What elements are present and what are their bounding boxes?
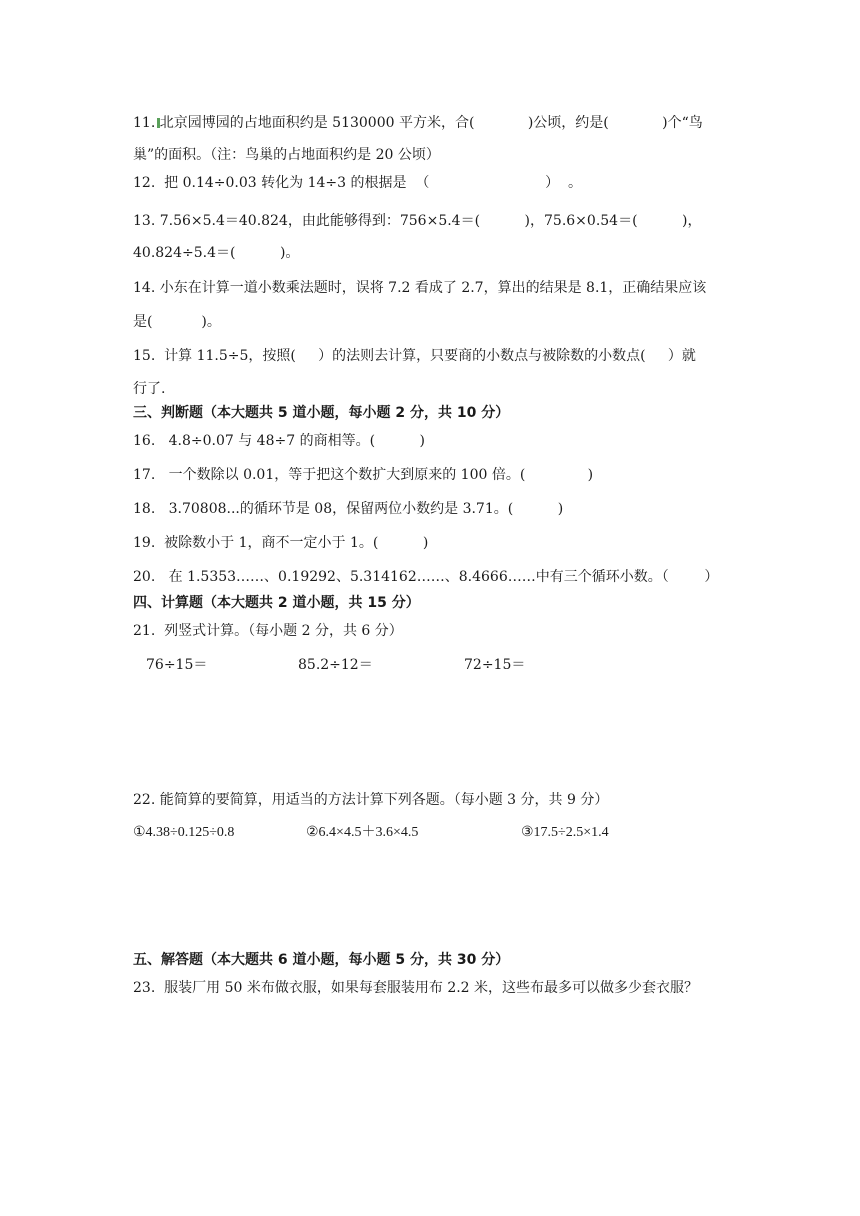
section3-heading: 三、判断题（本大题共 5 道小题，每小题 2 分，共 10 分） — [133, 405, 510, 421]
q14-line1: 14. 小东在计算一道小数乘法题时，误将 7.2 看成了 2.7，算出的结果是 8.1，正确结果应该 — [133, 280, 707, 296]
section5-heading: 五、解答题（本大题共 6 道小题，每小题 5 分，共 30 分） — [133, 952, 510, 968]
q11-line1: 11. 北京园博园的占地面积约是 5130000 平方米，合( )公顷，约是( )个“鸟 — [133, 115, 703, 131]
q21-item-1: 76÷15＝ — [146, 657, 208, 673]
q22-item-2: ②6.4×4.5＋3.6×4.5 — [306, 825, 419, 840]
q11-line2: 巢”的面积。（注：鸟巢的占地面积约是 20 公顷） — [133, 147, 440, 163]
q20: 20. 在 1.5353……、0.19292、5.314162……、8.4666……中有三个循环小数。（ ） — [133, 569, 719, 585]
q21-item-3: 72÷15＝ — [464, 657, 526, 673]
q13-line1: 13. 7.56×5.4＝40.824，由此能够得到：756×5.4＝( )，75.6×0.54＝( )， — [133, 213, 702, 229]
q21-item-2: 85.2÷12＝ — [298, 657, 373, 673]
q16: 16. 4.8÷0.07 与 48÷7 的商相等。( ) — [133, 433, 426, 449]
q21-title: 21. 列竖式计算。（每小题 2 分，共 6 分） — [133, 623, 403, 639]
q15-line2: 行了. — [133, 381, 166, 397]
section4-heading: 四、计算题（本大题共 2 道小题，共 15 分） — [133, 595, 420, 611]
q12: 12. 把 0.14÷0.03 转化为 14÷3 的根据是 （ ） 。 — [133, 175, 582, 191]
q22-item-3: ③17.5÷2.5×1.4 — [521, 825, 609, 840]
q15-line1: 15. 计算 11.5÷5，按照( ）的法则去计算，只要商的小数点与被除数的小数点( ）就 — [133, 348, 696, 364]
q22-title: 22. 能简算的要简算，用适当的方法计算下列各题。（每小题 3 分，共 9 分） — [133, 792, 609, 808]
q22-item-1: ①4.38÷0.125÷0.8 — [133, 825, 235, 840]
q18: 18. 3.70808...的循环节是 08，保留两位小数约是 3.71。( ) — [133, 501, 564, 517]
q17: 17. 一个数除以 0.01，等于把这个数扩大到原来的 100 倍。( ) — [133, 467, 594, 483]
q23: 23. 服装厂用 50 米布做衣服，如果每套服装用布 2.2 米，这些布最多可以做多少套衣服？ — [133, 980, 699, 996]
q14-line2: 是( )。 — [133, 314, 221, 330]
q13-line2: 40.824÷5.4＝( )。 — [133, 245, 300, 261]
q19: 19. 被除数小于 1，商不一定小于 1。( ) — [133, 535, 429, 551]
